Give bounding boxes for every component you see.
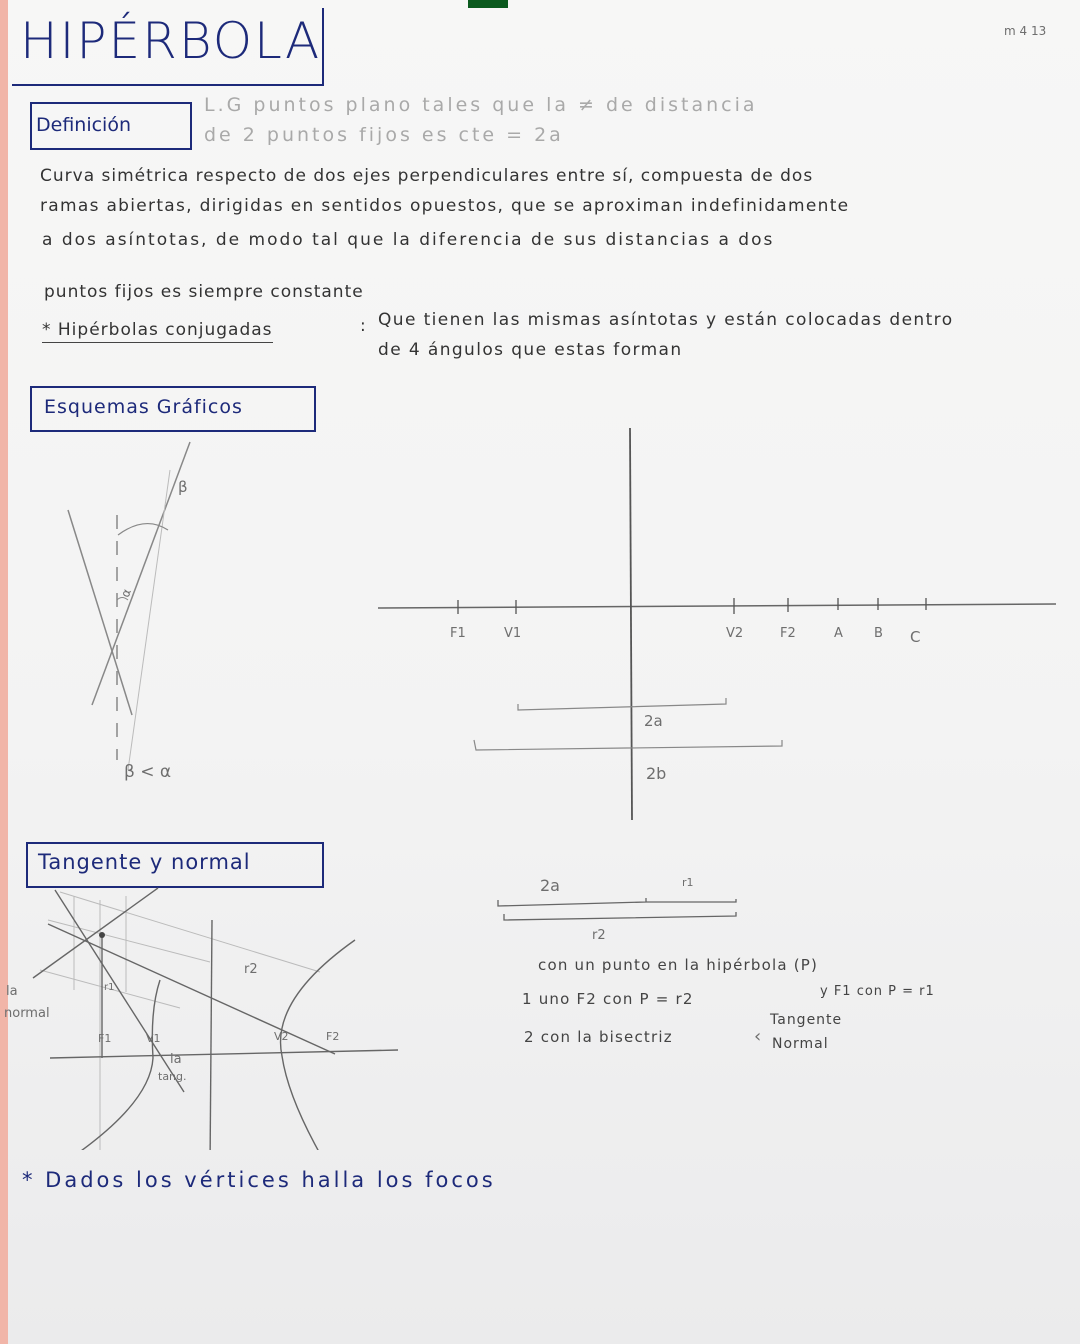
segment-2a-label: 2a — [644, 712, 663, 730]
conjugadas-term: * Hipérbolas conjugadas — [42, 320, 273, 343]
diagram-point-f1: F1 — [98, 1032, 112, 1045]
axis-point-f1: F1 — [450, 626, 466, 641]
hyperbola-axis-diagram — [378, 428, 1058, 823]
diagram-point-f2: F2 — [326, 1030, 340, 1043]
definition-line-4: puntos fijos es siempre constante — [44, 282, 364, 302]
axis-point-v2: V2 — [726, 626, 744, 641]
brace-icon: ‹ — [754, 1026, 762, 1047]
brace-item-normal: Normal — [772, 1036, 829, 1052]
step-2: 2 con la bisectriz — [524, 1028, 673, 1046]
construction-r2-label: r2 — [592, 928, 606, 943]
axis-point-a: A — [834, 626, 843, 641]
construction-r1-label: r1 — [682, 876, 694, 889]
r1-label: r1 — [104, 982, 115, 993]
conjugadas-line-1: Que tienen las mismas asíntotas y están colocadas dentro — [378, 310, 954, 330]
segment-2b-label: 2b — [646, 764, 667, 783]
tangente-label: Tangente y normal — [38, 850, 251, 874]
r2-label: r2 — [244, 962, 258, 977]
beta-label: β — [178, 478, 188, 496]
step-intro: con un punto en la hipérbola (P) — [538, 956, 819, 974]
step-1: 1 uno F2 con P = r2 — [522, 990, 694, 1008]
axis-point-b: B — [874, 626, 883, 641]
footer-note: * Dados los vértices halla los focos — [22, 1168, 496, 1192]
corner-note: m 4 13 — [1004, 24, 1047, 38]
conjugadas-line-2: de 4 ángulos que estas forman — [378, 340, 683, 360]
brace-item-tangente: Tangente — [770, 1012, 843, 1028]
la-tang-label-1: la — [170, 1052, 182, 1067]
diagram-point-v1: V1 — [146, 1032, 161, 1045]
esquemas-label: Esquemas Gráficos — [44, 396, 243, 418]
definition-faint-line-2: de 2 puntos fijos es cte = 2a — [204, 124, 564, 146]
axis-point-f2: F2 — [780, 626, 796, 641]
la-normal-label-1: la — [6, 984, 18, 999]
step-1b: y F1 con P = r1 — [820, 984, 935, 999]
definition-line-3: a dos asíntotas, de modo tal que la diferencia de sus distancias a dos — [42, 230, 775, 250]
definition-label: Definición — [36, 114, 131, 136]
alpha-label: α — [118, 586, 134, 600]
la-normal-label-2: normal — [4, 1006, 50, 1021]
diagram-point-v2: V2 — [274, 1030, 289, 1043]
definition-faint-line-1: L.G puntos plano tales que la ≠ de distancia — [204, 94, 758, 116]
conjugadas-separator: : — [360, 316, 367, 336]
la-tang-label-2: tang. — [158, 1070, 187, 1083]
beta-less-alpha-caption: β < α — [124, 762, 172, 782]
definition-line-1: Curva simétrica respecto de dos ejes perpendiculares entre sí, compuesta de dos — [40, 166, 814, 186]
construction-2a-label: 2a — [540, 876, 560, 895]
axis-point-v1: V1 — [504, 626, 522, 641]
definition-line-2: ramas abiertas, dirigidas en sentidos opuestos, que se aproximan indefinidamente — [40, 196, 850, 216]
page-title: HIPÉRBOLA — [20, 12, 322, 70]
segment-construction — [496, 890, 746, 930]
axis-point-c: C — [910, 628, 921, 646]
green-tab — [468, 0, 508, 8]
tangent-normal-diagram — [0, 880, 420, 1150]
